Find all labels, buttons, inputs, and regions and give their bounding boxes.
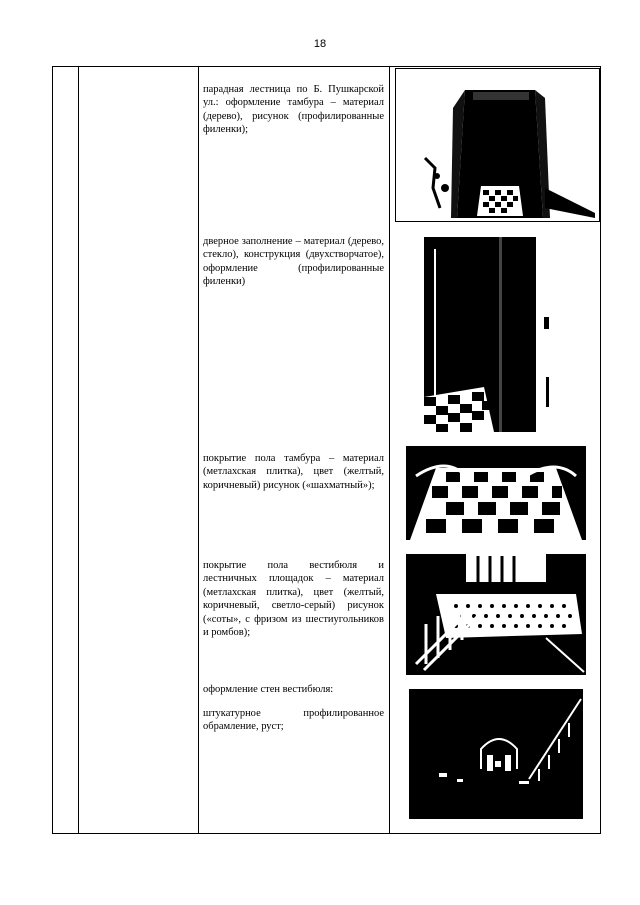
- column-divider-2: [198, 66, 199, 834]
- double-door-photo: [424, 237, 570, 432]
- checkered-floor-photo: [406, 446, 586, 540]
- page-number: 18: [313, 38, 327, 50]
- row-5-description: оформление стен вестибюля:: [203, 684, 334, 695]
- vestibule-walls-photo: [409, 689, 583, 819]
- row-1-description: парадная лестница по Б. Пушкарской ул.: оформление тамбура – материал (дерево), рисунок (профилированные филенки);: [203, 84, 384, 136]
- column-divider-3: [389, 66, 390, 834]
- staircase-entrance-photo: [395, 68, 600, 222]
- honeycomb-floor-photo: [406, 554, 586, 675]
- row-4-description: покрытие пола вестибюля и лестничных площадок – материал (метлахская плитка), цвет (желтый, коричневый, светло-серый) рисунок («соты», с фризом из шестиугольников и ромбов);: [203, 560, 384, 639]
- row-5-description-extra: штукатурное профилированное обрамление, руст;: [203, 708, 384, 733]
- row-3-description: покрытие пола тамбура – материал (метлахская плитка), цвет (желтый, коричневый) рисунок («шахматный»);: [203, 453, 384, 491]
- column-divider-1: [78, 66, 79, 834]
- row-2-description: дверное заполнение – материал (дерево, стекло), конструкция (двухстворчатое), оформление (профилированные филенки): [203, 236, 384, 288]
